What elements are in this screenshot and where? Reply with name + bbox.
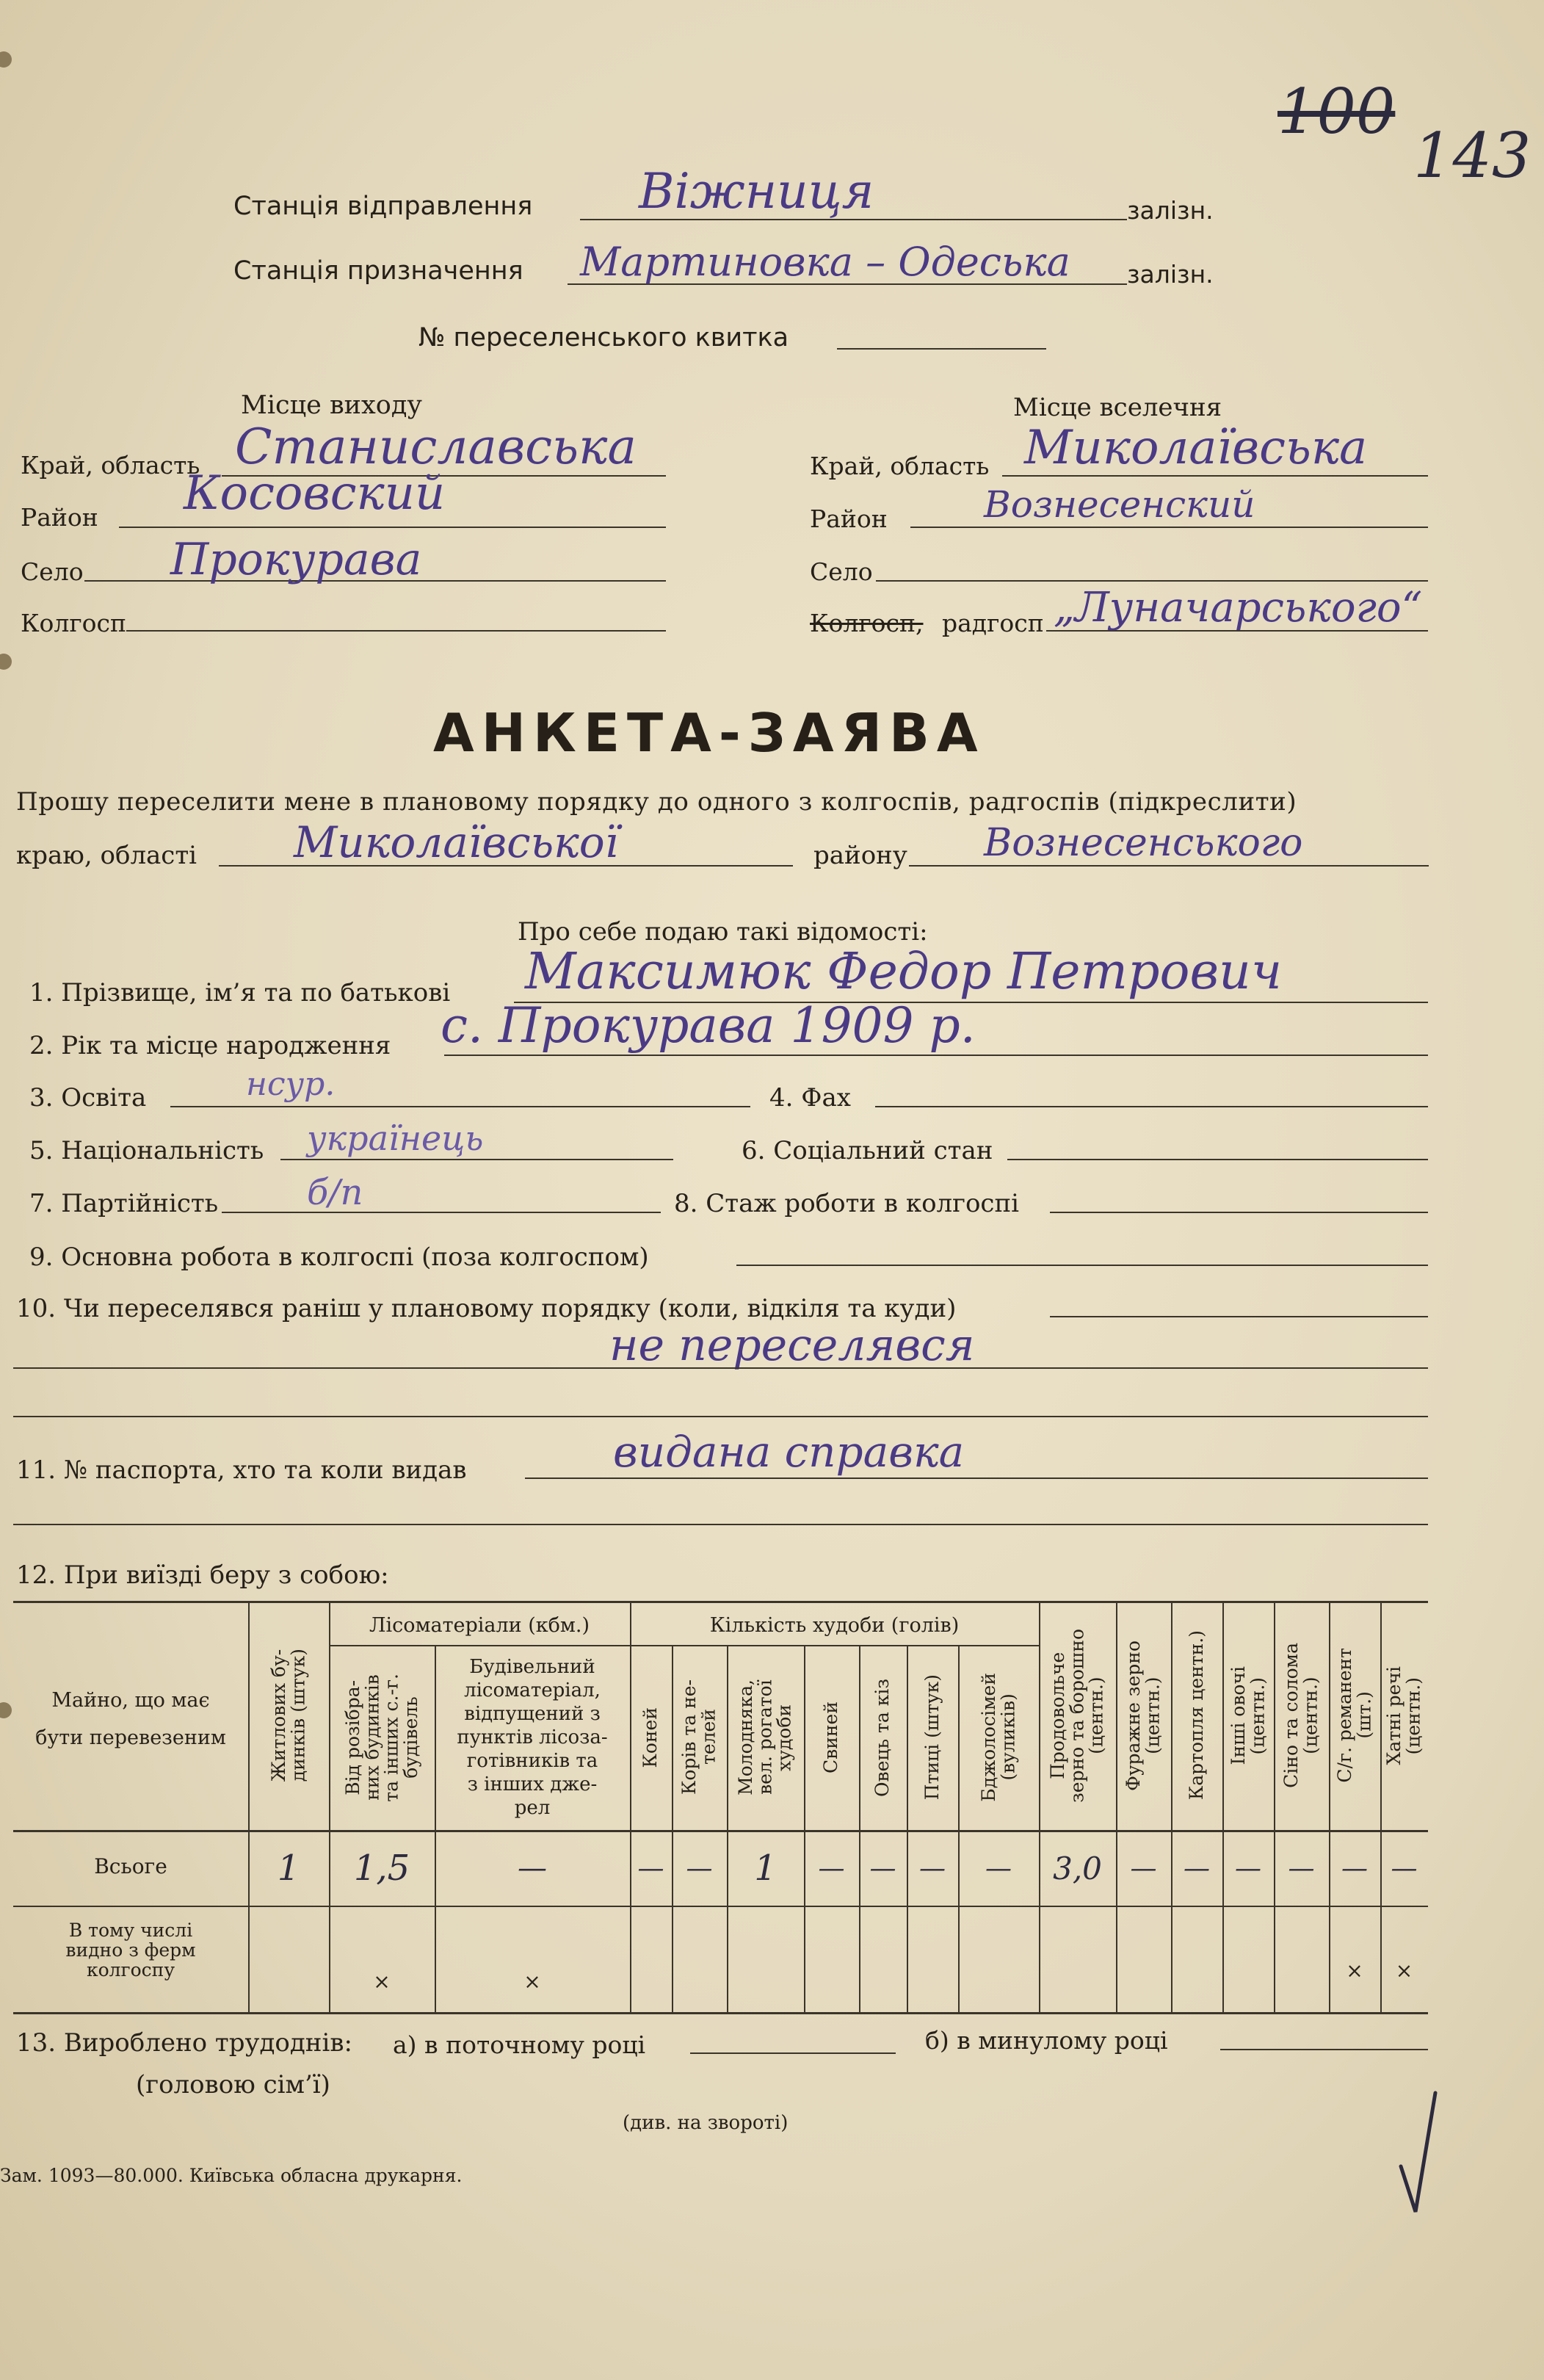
request-region-value: Миколаївської: [294, 817, 619, 867]
total-cows: —: [686, 1853, 713, 1884]
col-header-household: Хатні речі (центн.): [1383, 1665, 1424, 1765]
col-header-vegetables: Інші овочі (центн.): [1227, 1665, 1268, 1765]
field-11-value: видана справка: [613, 1427, 965, 1477]
col-header-pigs: Свиней: [820, 1701, 842, 1773]
total-dismantled: 1,5: [353, 1848, 410, 1889]
field-10-label: 10. Чи переселявся раніш у плановому порядку (коли, відкіля та куди): [16, 1294, 957, 1323]
col-header-food-grain: Продовольче зерно та борошно (центн.): [1047, 1628, 1107, 1803]
origin-region-label: Край, область: [21, 451, 200, 480]
field-1-label: 1. Прізвище, ім’я та по батькові: [29, 978, 451, 1008]
request-region-label: краю, області: [16, 841, 197, 870]
field-6-label: 6. Соціальний стан: [742, 1136, 993, 1165]
field-4-label: 4. Фах: [769, 1083, 851, 1113]
col-header-hay-straw: Сіно та солома (центн.): [1280, 1643, 1322, 1788]
archive-old-number: 100: [1277, 76, 1396, 148]
total-hay-straw: —: [1288, 1853, 1315, 1884]
destination-station-label: Станція призначення: [233, 256, 523, 286]
origin-kolhosp-label: Колгосп: [21, 609, 127, 637]
origin-region-value: Станиславська: [235, 419, 637, 475]
total-poultry: —: [919, 1853, 946, 1884]
origin-village-label: Село: [21, 557, 84, 586]
field-5-value: українець: [307, 1118, 484, 1158]
total-household: —: [1391, 1853, 1418, 1884]
farms-farm-tools-mark: ×: [1346, 1958, 1363, 1983]
table-group-timber: Лісоматеріали (кбм.): [369, 1614, 590, 1637]
settlement-heading: Місце вселечня: [1013, 393, 1222, 422]
col-header-farm-tools: С/г. реманент (шт.): [1333, 1648, 1374, 1783]
settlement-village-label: Село: [810, 557, 873, 586]
col-header-cows: Корів та не- телей: [678, 1679, 720, 1795]
col-header-feed-grain: Фуражне зерно (центн.): [1123, 1640, 1164, 1791]
col-header-building-timber: Будівельний лісоматеріал, відпущений з пунктів лісоза- готівників та з інших дже- рел: [457, 1656, 608, 1819]
binder-hole: [0, 51, 12, 68]
total-building-timber: —: [518, 1851, 547, 1885]
farms-building-timber-mark: ×: [523, 1969, 541, 1994]
intro-text: Про себе подаю такі відомості:: [518, 917, 928, 947]
total-farm-tools: —: [1341, 1853, 1368, 1884]
total-houses: 1: [277, 1848, 300, 1889]
field-10-value: не переселявся: [609, 1320, 975, 1371]
total-pigs: —: [818, 1853, 845, 1884]
printer-info: Зам. 1093—80.000. Київська обласна друкарня.: [0, 2165, 463, 2186]
field-13-label: 13. Вироблено трудоднів:: [16, 2028, 352, 2058]
ticket-number-label: № переселенського квитка: [418, 323, 789, 352]
document-title: АНКЕТА-ЗАЯВА: [433, 702, 985, 764]
workdays-previous-label: б) в минулому році: [925, 2026, 1168, 2055]
field-12-label: 12. При виїзді беру з собою:: [16, 1560, 389, 1590]
total-sheep-goats: —: [869, 1853, 896, 1884]
field-3-label: 3. Освіта: [29, 1083, 147, 1113]
field-9-label: 9. Основна робота в колгоспі (поза колгоспом): [29, 1243, 649, 1272]
origin-village-value: Прокурава: [170, 534, 422, 585]
see-back-note: (див. на звороті): [623, 2112, 789, 2134]
request-text: Прошу переселити мене в плановому порядку до одного з колгоспів, радгоспів (підкреслити): [16, 787, 1297, 817]
total-horses: —: [637, 1853, 664, 1884]
col-header-horses: Коней: [639, 1707, 662, 1768]
total-potatoes: —: [1184, 1853, 1210, 1884]
field-2-label: 2. Рік та місце народження: [29, 1031, 391, 1060]
col-header-potatoes: Картопля центн.): [1185, 1630, 1207, 1801]
field-5-label: 5. Національність: [29, 1136, 264, 1165]
total-bees: —: [985, 1853, 1012, 1884]
field-3-value: нсур.: [246, 1066, 336, 1103]
field-2-value: с. Прокурава 1909 р.: [441, 997, 976, 1054]
origin-district-value: Косовский: [184, 466, 446, 521]
settlement-kolhosp-label: Колгосп,: [810, 609, 924, 637]
field-7-value: б/п: [307, 1172, 363, 1213]
farms-dismantled-mark: ×: [373, 1969, 391, 1994]
departure-station-value: Віжниця: [639, 163, 874, 220]
origin-district-label: Район: [21, 503, 98, 532]
col-header-dismantled: Від розібра- них будинків та інших с.-г. будівель: [341, 1673, 421, 1802]
row-total-label: Всьоге: [94, 1854, 167, 1878]
col-header-poultry: Птиці (штук): [921, 1674, 943, 1801]
workdays-current-label: а) в поточному році: [393, 2030, 646, 2059]
workdays-note: (головою сім’ї): [136, 2070, 330, 2099]
settlement-radhosp-value: „Луначарського“: [1054, 584, 1423, 632]
binder-hole: [0, 654, 12, 670]
total-vegetables: —: [1235, 1853, 1261, 1884]
col-header-bees: Бджолосімей (вуликів): [977, 1673, 1018, 1802]
destination-station-value: Мартиновка – Одеська: [580, 239, 1070, 285]
archive-number: 143: [1413, 120, 1532, 192]
field-11-label: 11. № паспорта, хто та коли видав: [16, 1455, 467, 1485]
table-group-cattle: Кількість худоби (голів): [709, 1614, 960, 1637]
settlement-region-label: Край, область: [810, 452, 990, 480]
request-district-value: Вознесенського: [984, 821, 1303, 865]
request-district-label: району: [813, 841, 907, 870]
check-mark-icon: [1395, 2086, 1446, 2218]
destination-station-suffix: залізн.: [1127, 260, 1214, 289]
departure-station-label: Станція відправлення: [233, 192, 533, 221]
table-row-header: Майно, що має бути перевезеним: [35, 1689, 226, 1750]
field-1-value: Максимюк Федор Петрович: [525, 943, 1283, 1001]
field-7-label: 7. Партійність: [29, 1189, 219, 1218]
settlement-region-value: Миколаївська: [1024, 421, 1368, 475]
col-header-houses: Житлових бу- динків (штук): [267, 1649, 308, 1782]
total-feed-grain: —: [1130, 1853, 1157, 1884]
row-farms-label: В тому числі видно з ферм колгоспу: [65, 1920, 196, 1981]
col-header-sheep-goats: Овець та кіз: [871, 1678, 894, 1797]
col-header-young-cattle: Молодняка, вел. рогатої худоби: [735, 1679, 795, 1795]
total-young-cattle: 1: [754, 1848, 777, 1889]
total-food-grain: 3,0: [1053, 1850, 1102, 1887]
settlement-district-label: Район: [810, 504, 888, 533]
settlement-district-value: Вознесенский: [984, 483, 1255, 526]
field-8-label: 8. Стаж роботи в колгоспі: [674, 1189, 1020, 1218]
binder-hole: [0, 1702, 12, 1718]
farms-household-mark: ×: [1395, 1958, 1413, 1983]
departure-station-suffix: залізн.: [1127, 196, 1214, 225]
origin-heading: Місце виходу: [241, 391, 422, 420]
settlement-radhosp-label: радгосп: [942, 609, 1044, 637]
